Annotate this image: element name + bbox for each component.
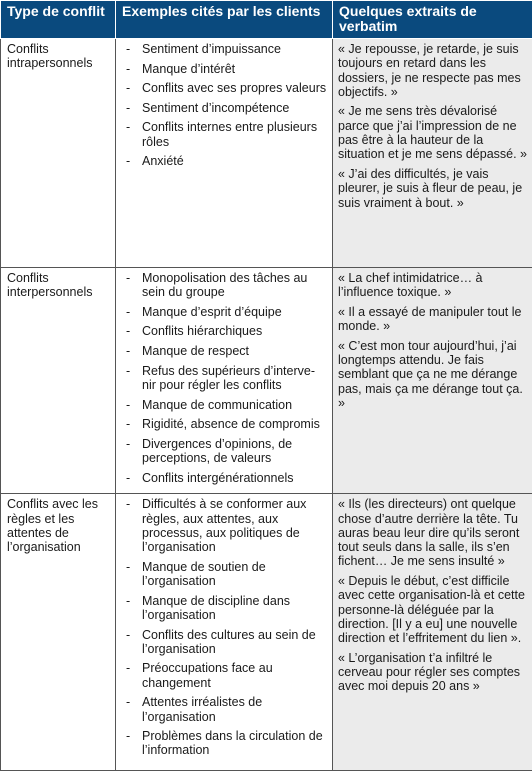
example-item: - Conflits internes entre plusieurs rôles	[121, 120, 327, 149]
example-item: - Rigidité, absence de compromis	[121, 417, 327, 431]
example-item: - Divergences d’opinions, de perceptions, de valeurs	[121, 437, 327, 466]
example-item: - Anxiété	[121, 154, 327, 168]
example-item: - Attentes irréalistes de l’organisation	[121, 695, 327, 724]
example-item: - Manque de soutien de l’organisation	[121, 560, 327, 589]
quotes-cell	[333, 268, 532, 494]
quotes-cell	[333, 39, 532, 268]
example-item: - Conflits intergénérationnels	[121, 471, 327, 485]
header-row	[1, 1, 532, 39]
verbatim-quote: « J’ai des difficultés, je vais pleurer, je suis à fleur de peau, je suis vraiment à bout. »	[338, 167, 527, 210]
verbatim-quote: « Je repousse, je retarde, je suis toujours en retard dans les dossiers, je ne respecte pas mes objectifs. »	[338, 42, 527, 99]
verbatim-quote: « La chef intimidatrice… à l’influence toxique. »	[338, 271, 527, 300]
conflict-type: Conflits intrapersonnels	[1, 39, 116, 268]
example-item: - Préoccupations face au changement	[121, 661, 327, 690]
header-examples: Exemples cités par les clients	[116, 1, 333, 39]
examples-cell	[116, 268, 333, 494]
example-item: - Manque de discipline dans l’organisation	[121, 594, 327, 623]
example-item: - Problèmes dans la circulation de l’information	[121, 729, 327, 758]
example-item: - Conflits des cultures au sein de l’organisation	[121, 628, 327, 657]
example-item: - Conflits hiérarchiques	[121, 324, 327, 338]
verbatim-quote: « C’est mon tour aujourd’hui, j’ai longtemps attendu. Je fais semblant que ça ne me dérange pas, mais ça me dérange tout ça. »	[338, 339, 527, 410]
verbatim-quote: « Je me sens très dévalorisé parce que j’ai l’impression de ne pas être à la hauteur de la situation et je me sens dépassé. »	[338, 104, 527, 161]
verbatim-quote: « Ils (les directeurs) ont quelque chose d’autre derrière la tête. Tu auras beau leur dire qu’ils seront tout seuls dans la salle, ils s’en fichent… Je me sens insulté »	[338, 497, 527, 568]
quotes-cell	[333, 494, 532, 771]
example-item: - Manque de respect	[121, 344, 327, 358]
example-item: - Sentiment d’incompétence	[121, 101, 327, 115]
example-item: - Monopolisation des tâches au sein du groupe	[121, 271, 327, 300]
example-item: - Manque de communication	[121, 398, 327, 412]
table-row	[1, 268, 532, 494]
examples-list	[121, 497, 327, 758]
conflict-type: Conflits interpersonnels	[1, 268, 116, 494]
conflict-type: Conflits avec les règles et les attentes de l’organisation	[1, 494, 116, 771]
example-item: - Manque d’esprit d’équipe	[121, 305, 327, 319]
verbatim-quote: « L’organisation t’a infiltré le cerveau pour régler ses comptes avec moi depuis 20 ans »	[338, 651, 527, 694]
examples-list	[121, 271, 327, 485]
examples-cell	[116, 39, 333, 268]
header-quotes: Quelques extraits de verbatim	[333, 1, 532, 39]
example-item: - Difficultés à se conformer aux règles, aux attentes, aux processus, aux politiques de l’organisation	[121, 497, 327, 554]
example-item: - Conflits avec ses propres valeurs	[121, 81, 327, 95]
examples-list	[121, 42, 327, 169]
verbatim-quote: « Depuis le début, c’est difficile avec cette organisation-là et cette personne-là déléguée par la direction. [Il y a eu] une nouvelle direction et l’effritement du lien ».	[338, 574, 527, 645]
table-row	[1, 494, 532, 771]
header-type: Type de conflit	[1, 1, 116, 39]
example-item: - Sentiment d’impuissance	[121, 42, 327, 56]
example-item: - Refus des supérieurs d’interve-nir pour régler les conflits	[121, 364, 327, 393]
examples-cell	[116, 494, 333, 771]
example-item: - Manque d’intérêt	[121, 62, 327, 76]
table-row	[1, 39, 532, 268]
verbatim-quote: « Il a essayé de manipuler tout le monde. »	[338, 305, 527, 334]
